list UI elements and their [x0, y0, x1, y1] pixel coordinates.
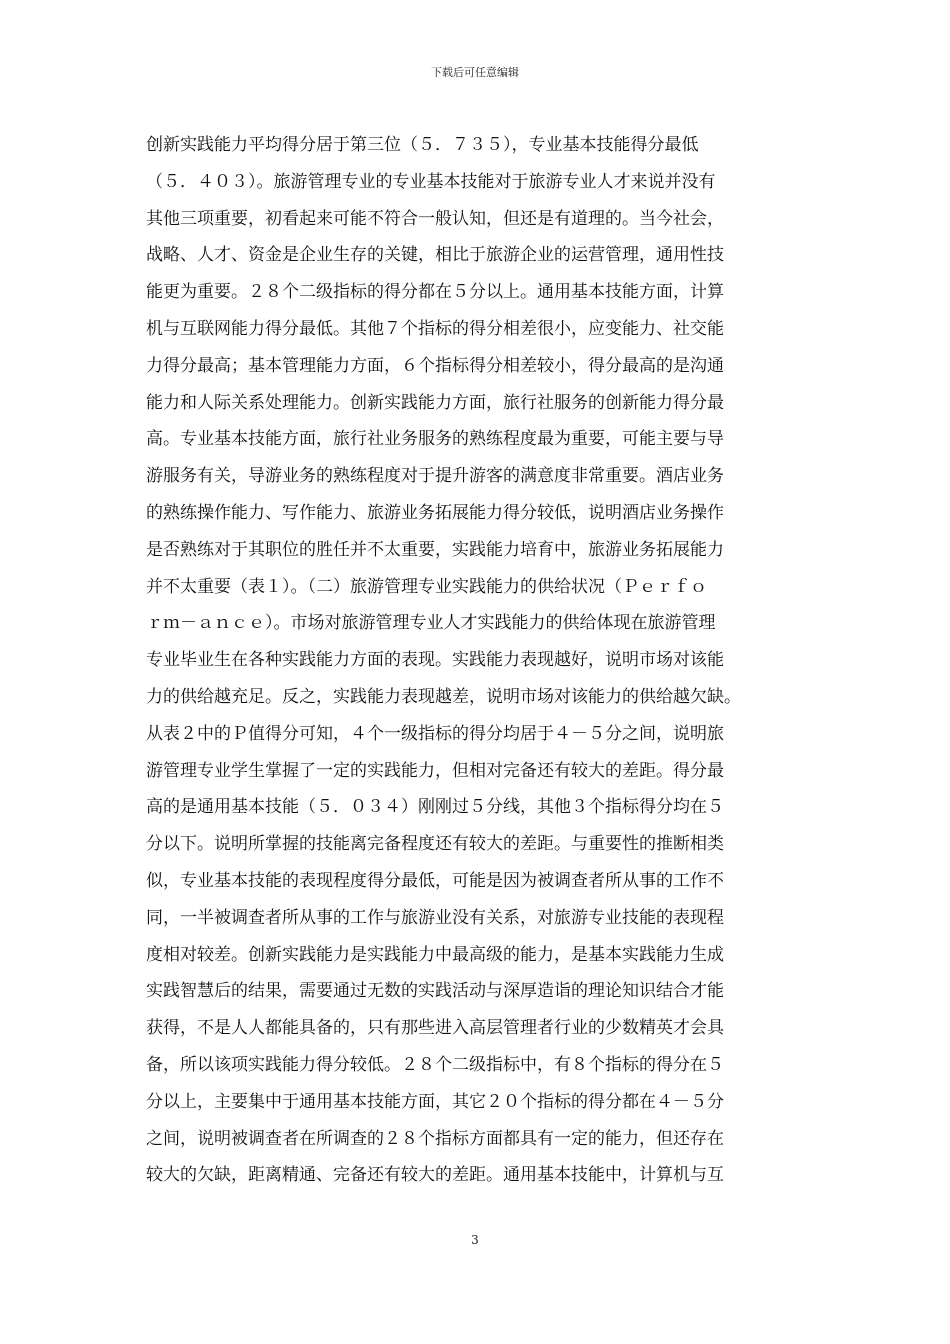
body-line: 能更为重要。２８个二级指标的得分都在５分以上。通用基本技能方面，计算	[146, 282, 724, 303]
body-line: （５．４０３）。旅游管理专业的专业基本技能对于旅游专业人才来说并没有	[146, 171, 716, 192]
body-line: 是否熟练对于其职位的胜任并不太重要，实践能力培育中，旅游业务拓展能力	[146, 539, 724, 560]
body-line: 实践智慧后的结果，需要通过无数的实践活动与深厚造诣的理论知识结合才能	[146, 981, 724, 1002]
body-line: 从表２中的Ｐ值得分可知，４个一级指标的得分均居于４－５分之间，说明旅	[146, 723, 724, 744]
body-line: 其他三项重要，初看起来可能不符合一般认知，但还是有道理的。当今社会，	[146, 208, 724, 229]
body-line: 力得分最高；基本管理能力方面，６个指标得分相差较小，得分最高的是沟通	[146, 355, 724, 376]
body-line: ｒｍ－ａｎｃｅ）。市场对旅游管理专业人才实践能力的供给体现在旅游管理	[146, 613, 716, 634]
body-line: 高。专业基本技能方面，旅行社业务服务的熟练程度最为重要，可能主要与导	[146, 429, 724, 450]
body-line: 分以下。说明所掌握的技能离完备程度还有较大的差距。与重要性的推断相类	[146, 834, 724, 855]
body-line: 能力和人际关系处理能力。创新实践能力方面，旅行社服务的创新能力得分最	[146, 392, 724, 413]
body-line: 战略、人才、资金是企业生存的关键，相比于旅游企业的运营管理，通用性技	[146, 245, 724, 266]
body-line: 机与互联网能力得分最低。其他７个指标的得分相差很小，应变能力、社交能	[146, 318, 724, 339]
body-line: 力的供给越充足。反之，实践能力表现越差，说明市场对该能力的供给越欠缺。	[146, 686, 741, 707]
body-line: 较大的欠缺，距离精通、完备还有较大的差距。通用基本技能中，计算机与互	[146, 1165, 724, 1186]
body-line: 游服务有关，导游业务的熟练程度对于提升游客的满意度非常重要。酒店业务	[146, 466, 724, 487]
body-line: 分以上，主要集中于通用基本技能方面，其它２０个指标的得分都在４－５分	[146, 1091, 724, 1112]
body-line: 同，一半被调查者所从事的工作与旅游业没有关系，对旅游专业技能的表现程	[146, 907, 724, 928]
body-line: 备，所以该项实践能力得分较低。２８个二级指标中，有８个指标的得分在５	[146, 1054, 724, 1075]
body-text	[146, 127, 806, 1194]
body-line: 之间，说明被调查者在所调查的２８个指标方面都具有一定的能力，但还存在	[146, 1128, 724, 1149]
body-line: 高的是通用基本技能（５．０３４）刚刚过５分线，其他３个指标得分均在５	[146, 797, 724, 818]
page-header: 下载后可任意编辑	[431, 66, 519, 79]
body-line: 并不太重要（表１）。（二）旅游管理专业实践能力的供给状况（Ｐｅｒｆｏ	[146, 576, 707, 597]
page-number: 3	[471, 1233, 479, 1247]
body-line: 度相对较差。创新实践能力是实践能力中最高级的能力，是基本实践能力生成	[146, 944, 724, 965]
body-line: 获得，不是人人都能具备的，只有那些进入高层管理者行业的少数精英才会具	[146, 1018, 724, 1039]
body-line: 游管理专业学生掌握了一定的实践能力，但相对完备还有较大的差距。得分最	[146, 760, 724, 781]
body-line: 专业毕业生在各种实践能力方面的表现。实践能力表现越好，说明市场对该能	[146, 650, 724, 671]
body-line: 似，专业基本技能的表现程度得分最低，可能是因为被调查者所从事的工作不	[146, 870, 724, 891]
body-line: 创新实践能力平均得分居于第三位（５．７３５），专业基本技能得分最低	[146, 135, 699, 155]
body-line: 的熟练操作能力、写作能力、旅游业务拓展能力得分较低，说明酒店业务操作	[146, 502, 724, 523]
